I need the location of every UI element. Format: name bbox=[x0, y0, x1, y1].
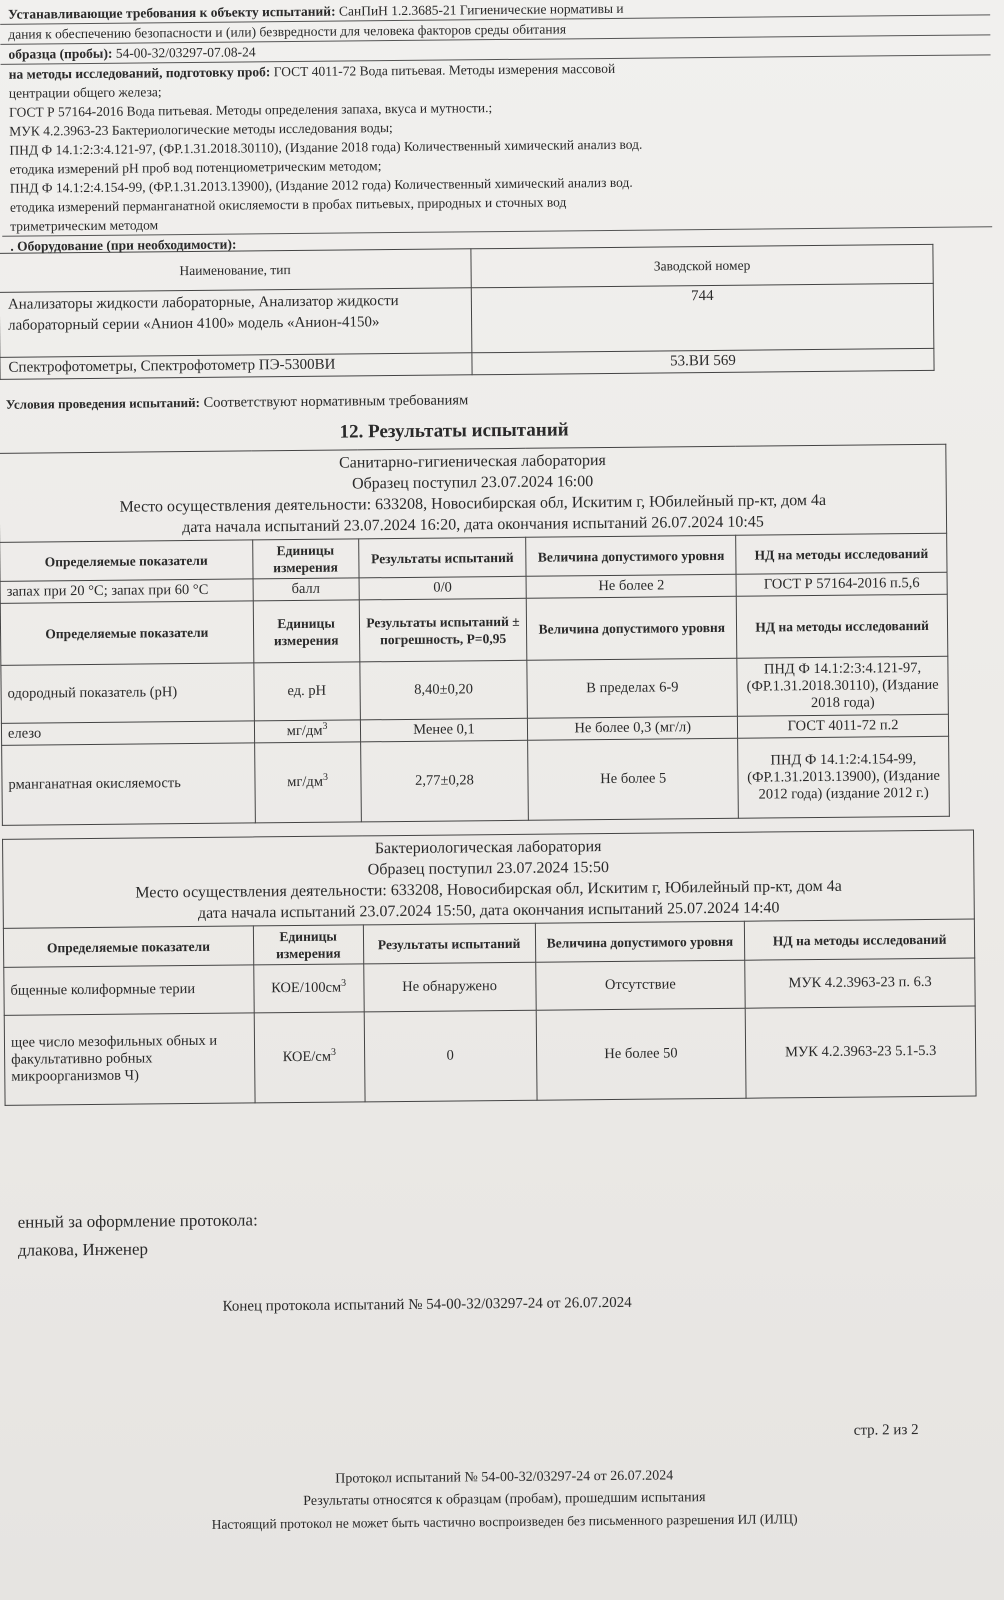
requirements-block bbox=[0, 0, 992, 256]
equipment-serial: 53.ВИ 569 bbox=[472, 348, 934, 374]
result-cell: Не обнаружено bbox=[363, 962, 535, 1012]
place-of-activity: Место осуществления деятельности: 633208, Новосибирская обл, Искитим г, Юбилейный пр-кт, дом 4а bbox=[135, 877, 842, 902]
result-cell: Менее 0,1 bbox=[360, 718, 528, 742]
col-indicator: Определяемые показатели bbox=[0, 540, 253, 581]
limit-cell: Не более 2 bbox=[526, 574, 736, 598]
header-line: етодика измерений pH проб вод потенциометрическим методом; bbox=[9, 158, 382, 177]
col-limit: Величина допустимого уровня bbox=[526, 535, 736, 576]
col-method: НД на методы исследований bbox=[736, 533, 947, 574]
header-line: . Оборудование (при необходимости): bbox=[10, 236, 237, 254]
units-cell: $мг/дм^3$ bbox=[254, 720, 360, 743]
equipment-name: Спектрофотометры, Спектрофотометр ПЭ-5300ВИ bbox=[0, 353, 472, 380]
header-line: МУК 4.2.3963-23 Бактериологические методы исследования воды; bbox=[9, 120, 393, 139]
limit-cell: В пределах 6-9 bbox=[527, 658, 737, 718]
end-of-protocol: Конец протокола испытаний № 54-00-32/03297-24 от 26.07.2024 bbox=[222, 1294, 632, 1315]
test-dates: дата начала испытаний 23.07.2024 16:20, дата окончания испытаний 26.07.2024 10:45 bbox=[182, 513, 764, 537]
equipment-col-serial: Заводской номер bbox=[471, 244, 933, 287]
lab-name: Бактериологическая лаборатория bbox=[374, 838, 602, 858]
header-line: етодика измерений перманганатной окисляемости в пробах питьевых, природных и сточных вод bbox=[9, 194, 567, 215]
col-units: Единицы измерения bbox=[253, 925, 363, 965]
table-row bbox=[2, 736, 950, 825]
method-cell: ПНД Ф 14.1:2:4.154-99, (ФР.1.31.2013.13900), (Издание 2012 года) (издание 2012 г.) bbox=[738, 736, 950, 818]
method-cell: МУК 4.2.3963-23 п. 6.3 bbox=[745, 958, 975, 1008]
limit-cell: Не более 5 bbox=[528, 738, 738, 820]
col-indicator: Определяемые показатели bbox=[0, 601, 253, 665]
col-result: Результаты испытаний bbox=[358, 537, 526, 578]
header-line: ПНД Ф 14.1:2:4.154-99, (ФР.1.31.2013.13900), (Издание 2012 года) Количественный химический анализ вод. bbox=[9, 174, 633, 196]
method-cell: МУК 4.2.3963-23 5.1-5.3 bbox=[745, 1006, 976, 1098]
header-line: на методы исследований, подготовку проб: ГОСТ 4011-72 Вода питьевая. Методы измерения массовой bbox=[8, 60, 616, 82]
equipment-serial: 744 bbox=[471, 283, 934, 352]
units-cell: КОЕ/$см^3$ bbox=[254, 1012, 365, 1103]
units-cell: балл bbox=[253, 578, 359, 601]
indicator-cell: щее число мезофильных обных и факультативно робных микроорганизмов Ч) bbox=[4, 1013, 255, 1105]
equipment-name: Анализаторы жидкости лабораторные, Анализатор жидкости лабораторный серии «Анион 4100» модель «Анион-4150» bbox=[0, 288, 472, 358]
result-cell: 0/0 bbox=[359, 576, 527, 600]
header-line: ПНД Ф 14.1:2:3:4.121-97, (ФР.1.31.2018.30110), (Издание 2018 года) Количественный химический анализ вод. bbox=[9, 136, 643, 158]
col-limit: Величина допустимого уровня bbox=[527, 596, 737, 660]
table-row bbox=[1, 656, 949, 723]
method-cell: ПНД Ф 14.1:2:3:4.121-97, (ФР.1.31.2018.30110), (Издание 2018 года) bbox=[737, 656, 948, 716]
indicator-cell: запах при 20 °С; запах при 60 °С bbox=[0, 579, 253, 603]
table-row bbox=[4, 1006, 976, 1105]
col-result: Результаты испытаний ± погрешность, Р=0,95 bbox=[359, 598, 527, 662]
equipment-col-name: Наименование, тип bbox=[0, 249, 471, 293]
header-line: дания к обеспечению безопасности и (или) безвредности для человека факторов среды обитания bbox=[0, 15, 990, 45]
col-indicator: Определяемые показатели bbox=[3, 926, 253, 967]
result-cell: 8,40±0,20 bbox=[359, 660, 527, 720]
test-conditions: Условия проведения испытаний: Соответствуют нормативным требованиям bbox=[5, 392, 469, 412]
indicator-cell: одородный показатель (pH) bbox=[1, 663, 254, 723]
footer-line: Настоящий протокол не может быть частично воспроизведен без письменного разрешения ИЛ (ИЛЦ) bbox=[211, 1511, 798, 1532]
responsible-name: длакова, Инженер bbox=[17, 1239, 149, 1260]
indicator-cell: бщенные колиформные терии bbox=[4, 965, 254, 1015]
lab-info-row bbox=[0, 444, 947, 542]
page-number: стр. 2 из 2 bbox=[853, 1422, 919, 1439]
table-header-row bbox=[0, 594, 948, 665]
test-dates: дата начала испытаний 23.07.2024 15:50, дата окончания испытаний 25.07.2024 14:40 bbox=[197, 899, 780, 922]
footer-line: Протокол испытаний № 54-00-32/03297-24 от 26.07.2024 bbox=[335, 1468, 674, 1487]
limit-cell: Не более 0,3 (мг/л) bbox=[528, 716, 738, 740]
sanitary-results-table bbox=[0, 444, 950, 826]
equipment-table bbox=[0, 244, 935, 380]
units-cell: КОЕ/$100см^3$ bbox=[253, 964, 363, 1013]
lab-info bbox=[0, 444, 947, 542]
col-method: НД на методы исследований bbox=[736, 594, 947, 658]
col-limit: Величина допустимого уровня bbox=[535, 921, 745, 962]
limit-cell: Отсутствие bbox=[535, 960, 745, 1010]
method-cell: ГОСТ 4011-72 п.2 bbox=[738, 714, 949, 738]
units-cell: $мг/дм^3$ bbox=[254, 742, 361, 823]
col-units: Единицы измерения bbox=[252, 539, 358, 579]
header-line: центрации общего железа; bbox=[8, 84, 162, 101]
sample-received: Образец поступил 23.07.2024 15:50 bbox=[367, 859, 610, 879]
lab-name: Санитарно-гигиеническая лаборатория bbox=[338, 452, 606, 472]
method-cell: ГОСТ Р 57164-2016 п.5,6 bbox=[736, 572, 947, 596]
units-cell: ед. pH bbox=[254, 662, 360, 721]
header-line: образца (пробы): 54-00-32/03297-07.08-24 bbox=[0, 35, 990, 65]
lab-info-row bbox=[3, 830, 975, 928]
section-title: 12. Результаты испытаний bbox=[339, 419, 569, 443]
header-line: ГОСТ Р 57164-2016 Вода питьевая. Методы определения запаха, вкуса и мутности.; bbox=[8, 100, 493, 120]
place-of-activity: Место осуществления деятельности: 633208, Новосибирская обл, Искитим г, Юбилейный пр-кт, дом 4а bbox=[119, 491, 827, 516]
equipment-row bbox=[0, 283, 934, 357]
bacterial-results-table bbox=[2, 830, 977, 1106]
footer-line: Результаты относятся к образцам (пробам), прошедшим испытания bbox=[303, 1490, 706, 1509]
indicator-cell: рманганатная окисляемость bbox=[2, 743, 255, 825]
indicator-cell: елезо bbox=[1, 721, 254, 745]
header-line: триметрическим методом bbox=[2, 207, 992, 237]
col-result: Результаты испытаний bbox=[363, 923, 535, 964]
responsible-label: енный за оформление протокола: bbox=[17, 1210, 258, 1232]
header-line: Устанавливающие требования к объекту испытаний: СанПиН 1.2.3685-21 Гигиенические нормативы и bbox=[0, 0, 990, 25]
result-cell: 2,77±0,28 bbox=[360, 740, 529, 822]
result-cell: 0 bbox=[364, 1010, 537, 1102]
limit-cell: Не более 50 bbox=[536, 1008, 747, 1100]
lab-info bbox=[3, 830, 975, 928]
col-units: Единицы измерения bbox=[253, 600, 360, 663]
col-method: НД на методы исследований bbox=[745, 919, 975, 960]
sample-received: Образец поступил 23.07.2024 16:00 bbox=[351, 473, 594, 493]
